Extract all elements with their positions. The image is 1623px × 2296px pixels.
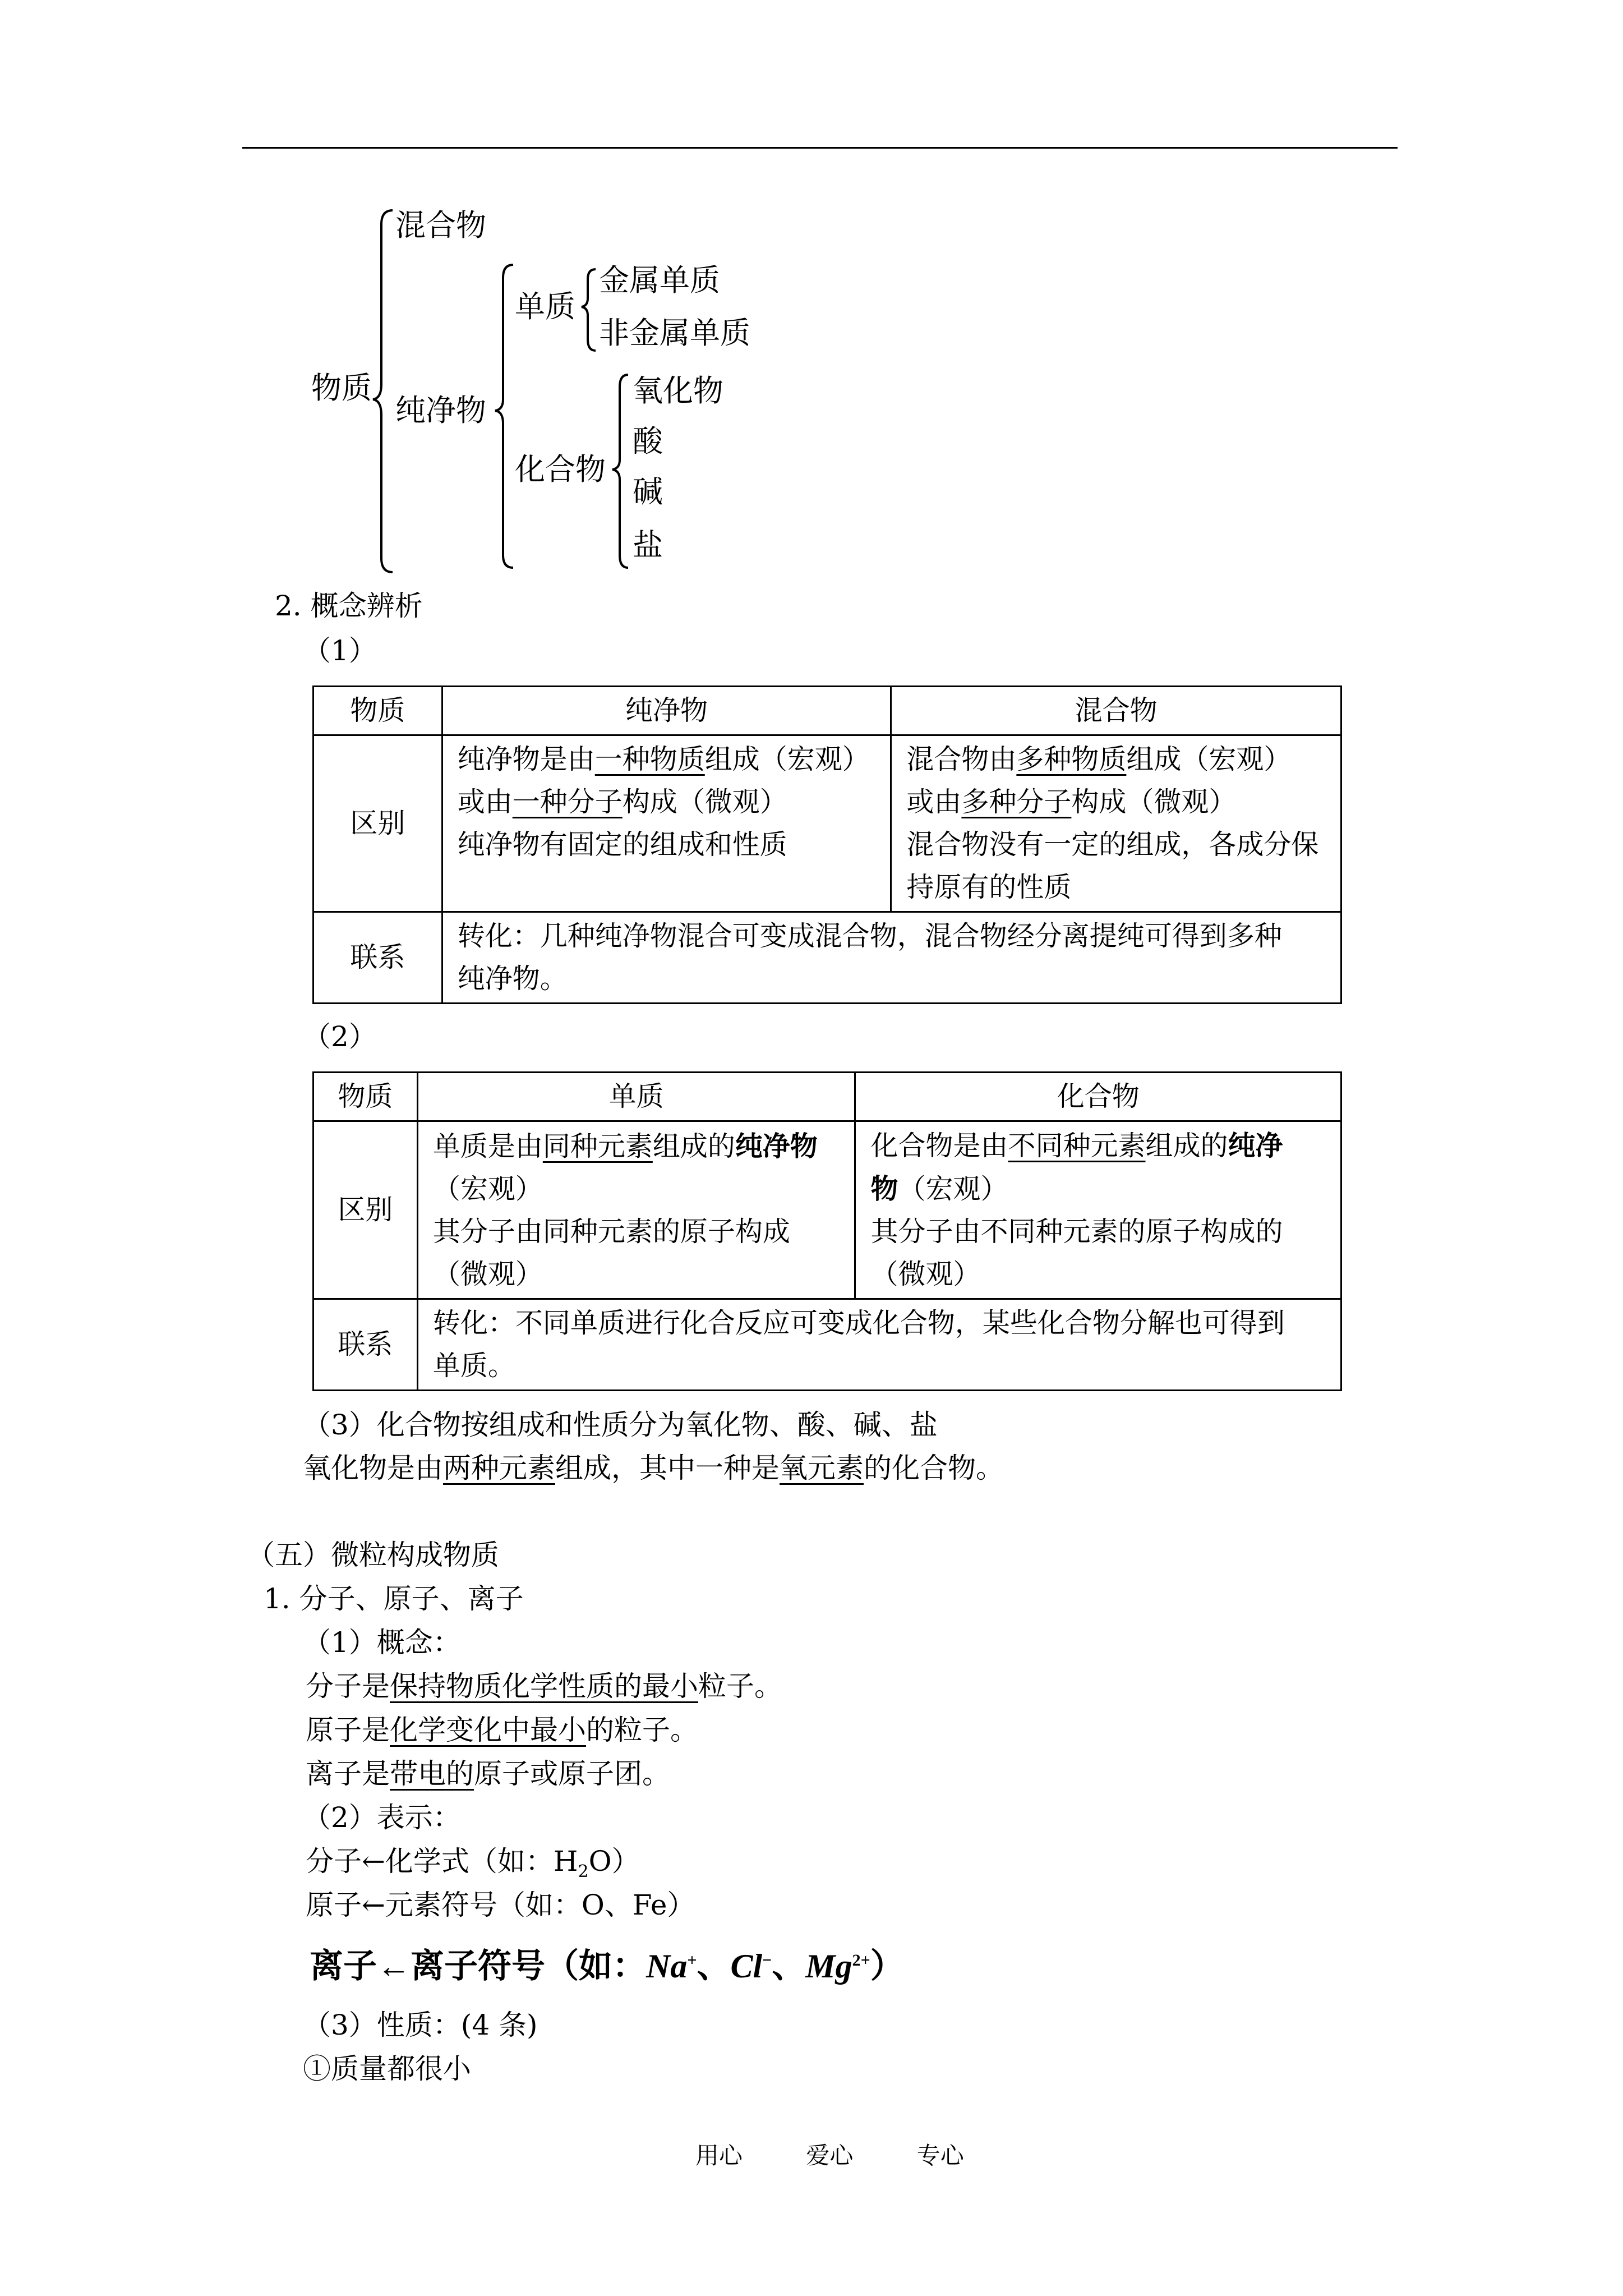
table2-diff-label: 区别 (313, 1121, 418, 1299)
table1-h1: 纯净物 (442, 687, 891, 735)
footer-c: 专心 (916, 2142, 964, 2169)
table1-h0: 物质 (313, 687, 442, 735)
tree-oxide: 氧化物 (633, 373, 723, 408)
tree-metal: 金属单质 (599, 263, 720, 298)
section-5-heading: （五）微粒构成物质 (247, 1539, 499, 1571)
tree-compound: 化合物 (515, 452, 606, 487)
property-1: ①质量都很小 (303, 2053, 471, 2085)
table-pure-vs-mixture (312, 685, 1342, 1004)
brace-element (582, 269, 596, 351)
footer-b: 爱心 (806, 2142, 854, 2169)
sub-2-label: （2） (303, 1020, 377, 1053)
table1-link-cell: 转化：几种纯净物混合可变成混合物，混合物经分离提纯可得到多种 纯净物。 (442, 912, 1341, 1004)
ion-repr: 离子←离子符号（如：Na+、Cl−、$Mg^{2+}$） (310, 1948, 904, 1985)
atom-repr: 原子←元素符号（如：O、Fe） (306, 1889, 695, 1921)
tree-base: 碱 (633, 474, 663, 509)
table2-compound-cell: 化合物是由不同种元素组成的纯净 物（宏观） 其分子由不同种元素的原子构成的 （微观） (855, 1121, 1341, 1299)
table1-pure-cell: 纯净物是由一种物质组成（宏观） 或由一种分子构成（微观） 纯净物有固定的组成和性质 (442, 735, 891, 912)
footer (695, 2140, 964, 2171)
table2-h2: 化合物 (855, 1073, 1341, 1121)
molecule-def: 分子是保持物质化学性质的最小粒子。 (306, 1670, 782, 1703)
oxide-definition: 氧化物是由两种元素组成，其中一种是氧元素的化合物。 (303, 1452, 1004, 1484)
atom-def: 原子是化学变化中最小的粒子。 (306, 1714, 698, 1746)
repr-heading: （2）表示： (303, 1801, 461, 1834)
tree-root: 物质 (311, 370, 372, 406)
table2-h1: 单质 (417, 1073, 855, 1121)
tree-pure: 纯净物 (395, 393, 486, 428)
tree-element: 单质 (515, 289, 575, 324)
brace-pure (495, 265, 513, 568)
table1-mix-cell: 混合物由多种物质组成（宏观） 或由多种分子构成（微观） 混合物没有一定的组成，各成分保 持原有的性质 (891, 735, 1341, 912)
table-element-vs-compound (312, 1071, 1342, 1391)
tree-mixture: 混合物 (395, 208, 486, 243)
section-2-heading: 2. 概念辨析 (275, 590, 423, 622)
table2-h0: 物质 (313, 1073, 418, 1121)
tree-nonmetal: 非金属单质 (599, 315, 750, 351)
table1-diff-label: 区别 (313, 735, 442, 912)
properties-heading: （3）性质：(4 条) (303, 2009, 538, 2041)
tree-acid: 酸 (633, 424, 663, 459)
sub-1-label: （1） (303, 634, 377, 667)
brace-compound (612, 375, 628, 568)
table-row (313, 735, 1341, 912)
table2-element-cell: 单质是由同种元素组成的纯净物 （宏观） 其分子由同种元素的原子构成 （微观） (417, 1121, 855, 1299)
molecule-repr: 分子←化学式（如：$H_2O$） (306, 1845, 640, 1881)
table2-link-cell: 转化：不同单质进行化合反应可变成化合物，某些化合物分解也可得到 单质。 (417, 1299, 1341, 1391)
table1-link-label: 联系 (313, 912, 442, 1004)
table-row (313, 1121, 1341, 1299)
table-row (313, 1073, 1341, 1121)
table-row (313, 912, 1341, 1004)
ion-def: 离子是带电的原子或原子团。 (306, 1757, 670, 1790)
tree-salt: 盐 (633, 527, 663, 563)
table-row (313, 687, 1341, 735)
item-1: 1. 分子、原子、离子 (264, 1582, 524, 1615)
footer-a: 用心 (695, 2142, 743, 2169)
table2-link-label: 联系 (313, 1299, 418, 1391)
table1-h2: 混合物 (891, 687, 1341, 735)
concept-heading: （1）概念： (303, 1626, 461, 1659)
brace-root (373, 210, 393, 572)
sub-3-line: （3）化合物按组成和性质分为氧化物、酸、碱、盐 (303, 1409, 938, 1441)
table-row (313, 1299, 1341, 1391)
